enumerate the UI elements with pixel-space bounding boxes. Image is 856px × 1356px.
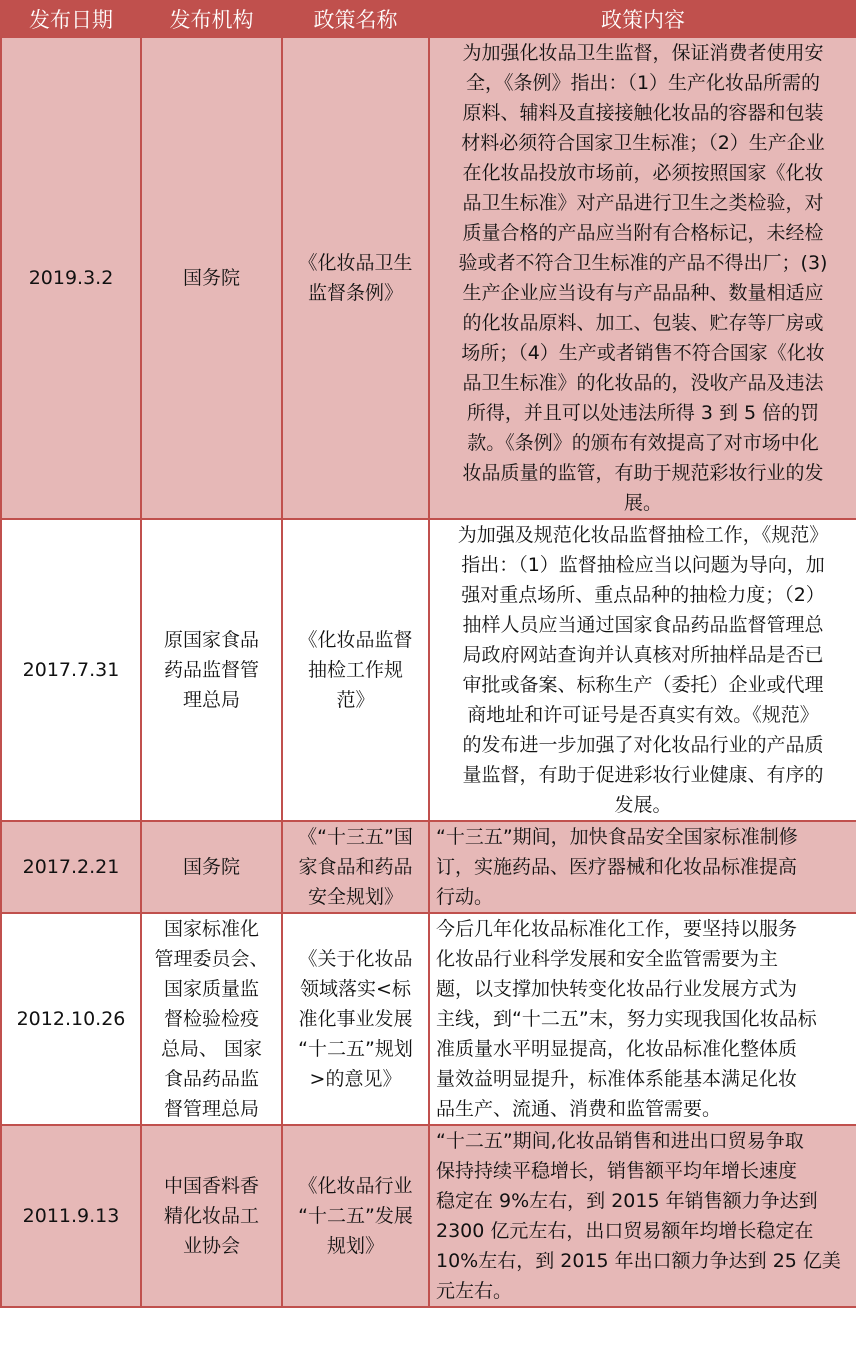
header-name: 政策名称 [282,1,429,37]
org-cell: 中国香料香 精化妆品工 业协会 [141,1125,282,1307]
table-row [1,1125,856,1307]
policy-content-cell: “十二五”期间,化妆品销售和进出口贸易争取 保持持续平稳增长，销售额平均年增长速度 稳定在 9%左右，到 2015 年销售额力争达到 2300 亿元左右，出口贸易额年均增长稳定在 10%左右，到 2015 年出口额力争达到 25 亿美 元左右。 [429,1125,856,1307]
table-header [1,1,856,37]
header-content: 政策内容 [429,1,856,37]
table-row [1,821,856,913]
date-cell: 2019.3.2 [1,37,141,519]
policy-content-cell: 为加强化妆品卫生监督，保证消费者使用安 全，《条例》指出：（1）生产化妆品所需的 原料、辅料及直接接触化妆品的容器和包装 材料必须符合国家卫生标准；（2）生产企业 在化妆品投放市场前，必须按照国家《化妆 品卫生标准》对产品进行卫生之类检验，对 质量合格的产品应当附有合格标记，未经检 验或者不符合卫生标准的产品不得出厂；(3) 生产企业应当设有与产品品种、数量相适应 的化妆品原料、加工、包装、贮存等厂房或 场所；（4）生产或者销售不符合国家《化妆 品卫生标准》的化妆品的，没收产品及违法 所得，并且可以处违法所得 3 到 5 倍的罚 款。《条例》的颁布有效提高了对市场中化 妆品质量的监管，有助于规范彩妆行业的发 展。 [429,37,856,519]
policy-name-cell: 《关于化妆品 领域落实<标 准化事业发展 “十二五”规划 >的意见》 [282,913,429,1125]
org-cell: 原国家食品 药品监督管 理总局 [141,519,282,821]
org-cell: 国家标准化 管理委员会、 国家质量监 督检验检疫 总局、 国家 食品药品监 督管理总局 [141,913,282,1125]
org-cell: 国务院 [141,821,282,913]
policy-content-cell: 今后几年化妆品标准化工作，要坚持以服务 化妆品行业科学发展和安全监管需要为主 题，以支撑加快转变化妆品行业发展方式为 主线，到“十二五”末，努力实现我国化妆品标 准质量水平明显提高，化妆品标准化整体质 量效益明显提升，标准体系能基本满足化妆 品生产、流通、消费和监管需要。 [429,913,856,1125]
table-row [1,519,856,821]
policy-name-cell: 《化妆品监督 抽检工作规 范》 [282,519,429,821]
date-cell: 2011.9.13 [1,1125,141,1307]
header-org: 发布机构 [141,1,282,37]
date-cell: 2012.10.26 [1,913,141,1125]
policy-content-cell: 为加强及规范化妆品监督抽检工作，《规范》 指出：（1）监督抽检应当以问题为导向，加 强对重点场所、重点品种的抽检力度；（2） 抽样人员应当通过国家食品药品监督管理总 局政府网站查询并认真核对所抽样品是否已 审批或备案、标称生产（委托）企业或代理 商地址和许可证号是否真实有效。《规范》 的发布进一步加强了对化妆品行业的产品质 量监督，有助于促进彩妆行业健康、有序的 发展。 [429,519,856,821]
date-cell: 2017.7.31 [1,519,141,821]
header-date: 发布日期 [1,1,141,37]
policy-name-cell: 《化妆品行业 “十二五”发展 规划》 [282,1125,429,1307]
table-row [1,37,856,519]
policy-name-cell: 《化妆品卫生 监督条例》 [282,37,429,519]
policy-name-cell: 《“十三五”国 家食品和药品 安全规划》 [282,821,429,913]
policy-content-cell: “十三五”期间，加快食品安全国家标准制修 订，实施药品、医疗器械和化妆品标准提高 行动。 [429,821,856,913]
table-row [1,913,856,1125]
date-cell: 2017.2.21 [1,821,141,913]
org-cell: 国务院 [141,37,282,519]
